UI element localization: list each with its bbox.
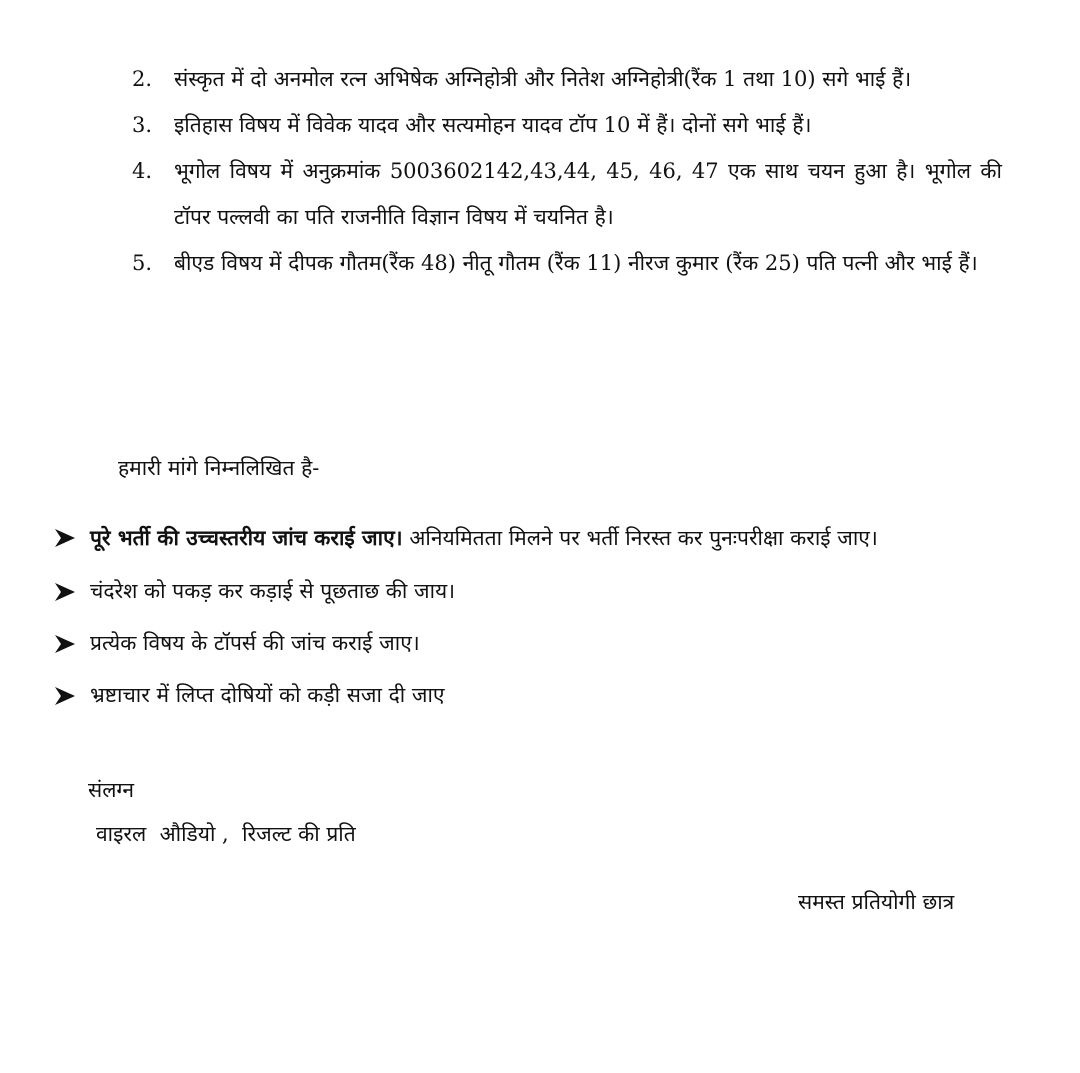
- arrow-bullet-icon: [54, 528, 76, 548]
- list-number: 5.: [132, 251, 153, 275]
- arrow-bullet-icon: [54, 686, 76, 706]
- list-item-text: इतिहास विषय में विवेक यादव और सत्यमोहन यादव टॉप 10 में हैं। दोनों सगे भाई हैं।: [174, 113, 812, 137]
- list-item: [132, 56, 1002, 102]
- attachments-text: वाइरल औडियो , रिजल्ट की प्रति: [96, 822, 356, 846]
- demands-heading: हमारी मांगे निम्नलिखित है-: [118, 456, 320, 480]
- list-number: 3.: [132, 113, 153, 137]
- attachments-label: संलग्न: [88, 778, 134, 802]
- list-number: 4.: [132, 159, 153, 183]
- demand-text: अनियमितता मिलने पर भर्ती निरस्त कर पुनःपरीक्षा कराई जाए।: [402, 526, 878, 550]
- list-item-text: संस्कृत में दो अनमोल रत्न अभिषेक अग्निहोत्री और नितेश अग्निहोत्री(रैंक 1 तथा 10) सगे भाई हैं।: [174, 67, 912, 91]
- demand-item: [52, 620, 1002, 666]
- demand-list: [52, 514, 1002, 724]
- list-item: [132, 102, 1002, 148]
- list-item-text: भूगोल विषय में अनुक्रमांक 5003602142,43,44, 45, 46, 47 एक साथ चयन हुआ है। भूगोल की टॉपर पल्लवी का पति राजनीति विज्ञान विषय में चयनित है।: [174, 159, 1002, 229]
- numbered-list: [132, 56, 1002, 286]
- signature: समस्त प्रतियोगी छात्र: [798, 890, 955, 914]
- demand-text: चंदरेश को पकड़ कर कड़ाई से पूछताछ की जाय।: [90, 579, 456, 603]
- list-item: [132, 148, 1002, 240]
- arrow-bullet-icon: [54, 634, 76, 654]
- list-item-text: बीएड विषय में दीपक गौतम(रैंक 48) नीतू गौतम (रैंक 11) नीरज कुमार (रैंक 25) पति पत्नी और भाई हैं।: [174, 251, 978, 275]
- demand-text: भ्रष्टाचार में लिप्त दोषियों को कड़ी सजा दी जाए: [90, 683, 445, 707]
- demand-item: [52, 514, 1002, 562]
- demand-bold-text: पूरे भर्ती की उच्चस्तरीय जांच कराई जाए।: [90, 525, 403, 550]
- arrow-bullet-icon: [54, 582, 76, 602]
- demand-item: [52, 568, 1002, 614]
- demand-item: [52, 672, 1002, 718]
- list-item: [132, 240, 1002, 286]
- demand-text: प्रत्येक विषय के टॉपर्स की जांच कराई जाए।: [90, 631, 420, 655]
- list-number: 2.: [132, 67, 153, 91]
